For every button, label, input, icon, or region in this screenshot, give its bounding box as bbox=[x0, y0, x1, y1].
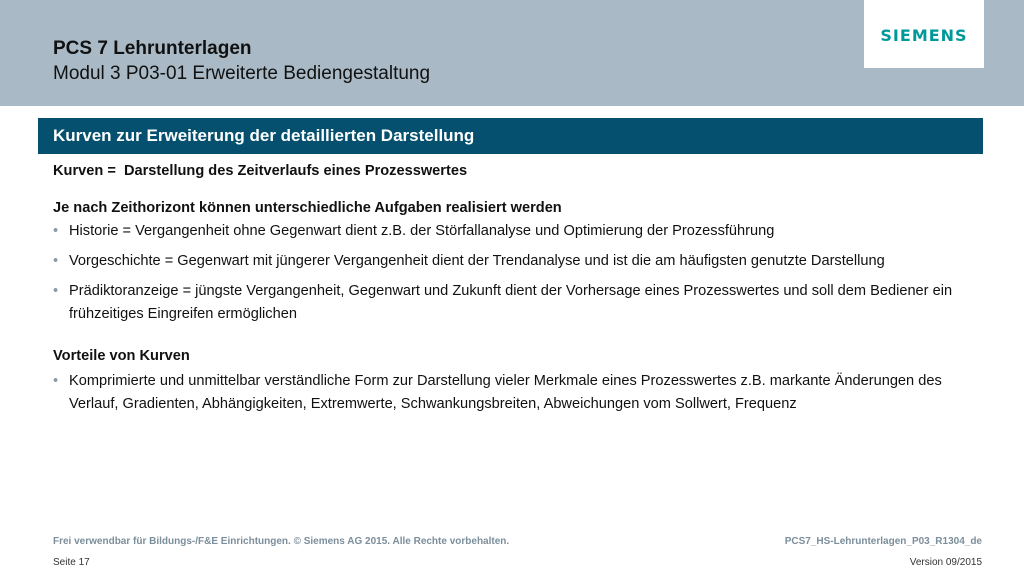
slide-subtitle: Modul 3 P03-01 Erweiterte Bediengestaltung bbox=[53, 63, 431, 84]
definition-text: Darstellung des Zeitverlaufs eines Prozesswertes bbox=[123, 163, 468, 179]
list-item bbox=[53, 280, 983, 326]
content-body bbox=[53, 160, 983, 416]
list-item bbox=[53, 370, 983, 416]
list-item bbox=[53, 220, 983, 243]
page-number: Seite 17 bbox=[53, 557, 90, 568]
definition-term: Kurven = bbox=[53, 163, 116, 179]
heading-vorteile: Vorteile von Kurven bbox=[53, 348, 190, 364]
siemens-logo: SIEMENS bbox=[880, 26, 968, 45]
list-item bbox=[53, 250, 983, 273]
header-band bbox=[0, 0, 1024, 106]
list-item-text: Prädiktoranzeige = jüngste Vergangenheit, Gegenwart und Zukunft dient der Vorhersage eines Prozesswertes und soll dem Bediener ein frühzeitiges Eingreifen ermöglichen bbox=[69, 283, 953, 322]
heading-zeithorizont: Je nach Zeithorizont können unterschiedliche Aufgaben realisiert werden bbox=[53, 200, 562, 216]
list-item-text: Vorgeschichte = Gegenwart mit jüngerer Vergangenheit dient der Trendanalyse und ist die am häufigsten genutzte Darstellung bbox=[69, 253, 885, 269]
logo-box bbox=[864, 0, 984, 68]
section-title: Kurven zur Erweiterung der detaillierten Darstellung bbox=[53, 126, 475, 145]
bullet-icon: • bbox=[53, 223, 59, 239]
bullet-icon: • bbox=[53, 283, 59, 299]
spacer bbox=[53, 183, 983, 197]
definition-row bbox=[53, 160, 983, 183]
slide-title: PCS 7 Lehrunterlagen bbox=[53, 38, 252, 59]
list-item-text: Historie = Vergangenheit ohne Gegenwart dient z.B. der Störfallanalyse und Optimierung der Prozessführung bbox=[69, 223, 775, 239]
spacer bbox=[53, 326, 983, 345]
section-bar-stripe bbox=[30, 118, 38, 154]
bullet-icon: • bbox=[53, 253, 59, 269]
footer-copyright: Frei verwendbar für Bildungs-/F&E Einrichtungen. © Siemens AG 2015. Alle Rechte vorbehalten. bbox=[53, 536, 510, 547]
list-item-text: Komprimierte und unmittelbar verständliche Form zur Darstellung vieler Merkmale eines Prozesswertes z.B. markante Änderungen des Verlauf, Gradienten, Abhängigkeiten, Extremwerte, Schwankungsbreiten, Abweichungen vom Sollwert, Frequenz bbox=[69, 373, 942, 412]
section-bar bbox=[30, 118, 983, 154]
bullet-icon: • bbox=[53, 373, 59, 389]
footer-document-id: PCS7_HS-Lehrunterlagen_P03_R1304_de bbox=[784, 536, 982, 547]
version-label: Version 09/2015 bbox=[909, 557, 982, 568]
